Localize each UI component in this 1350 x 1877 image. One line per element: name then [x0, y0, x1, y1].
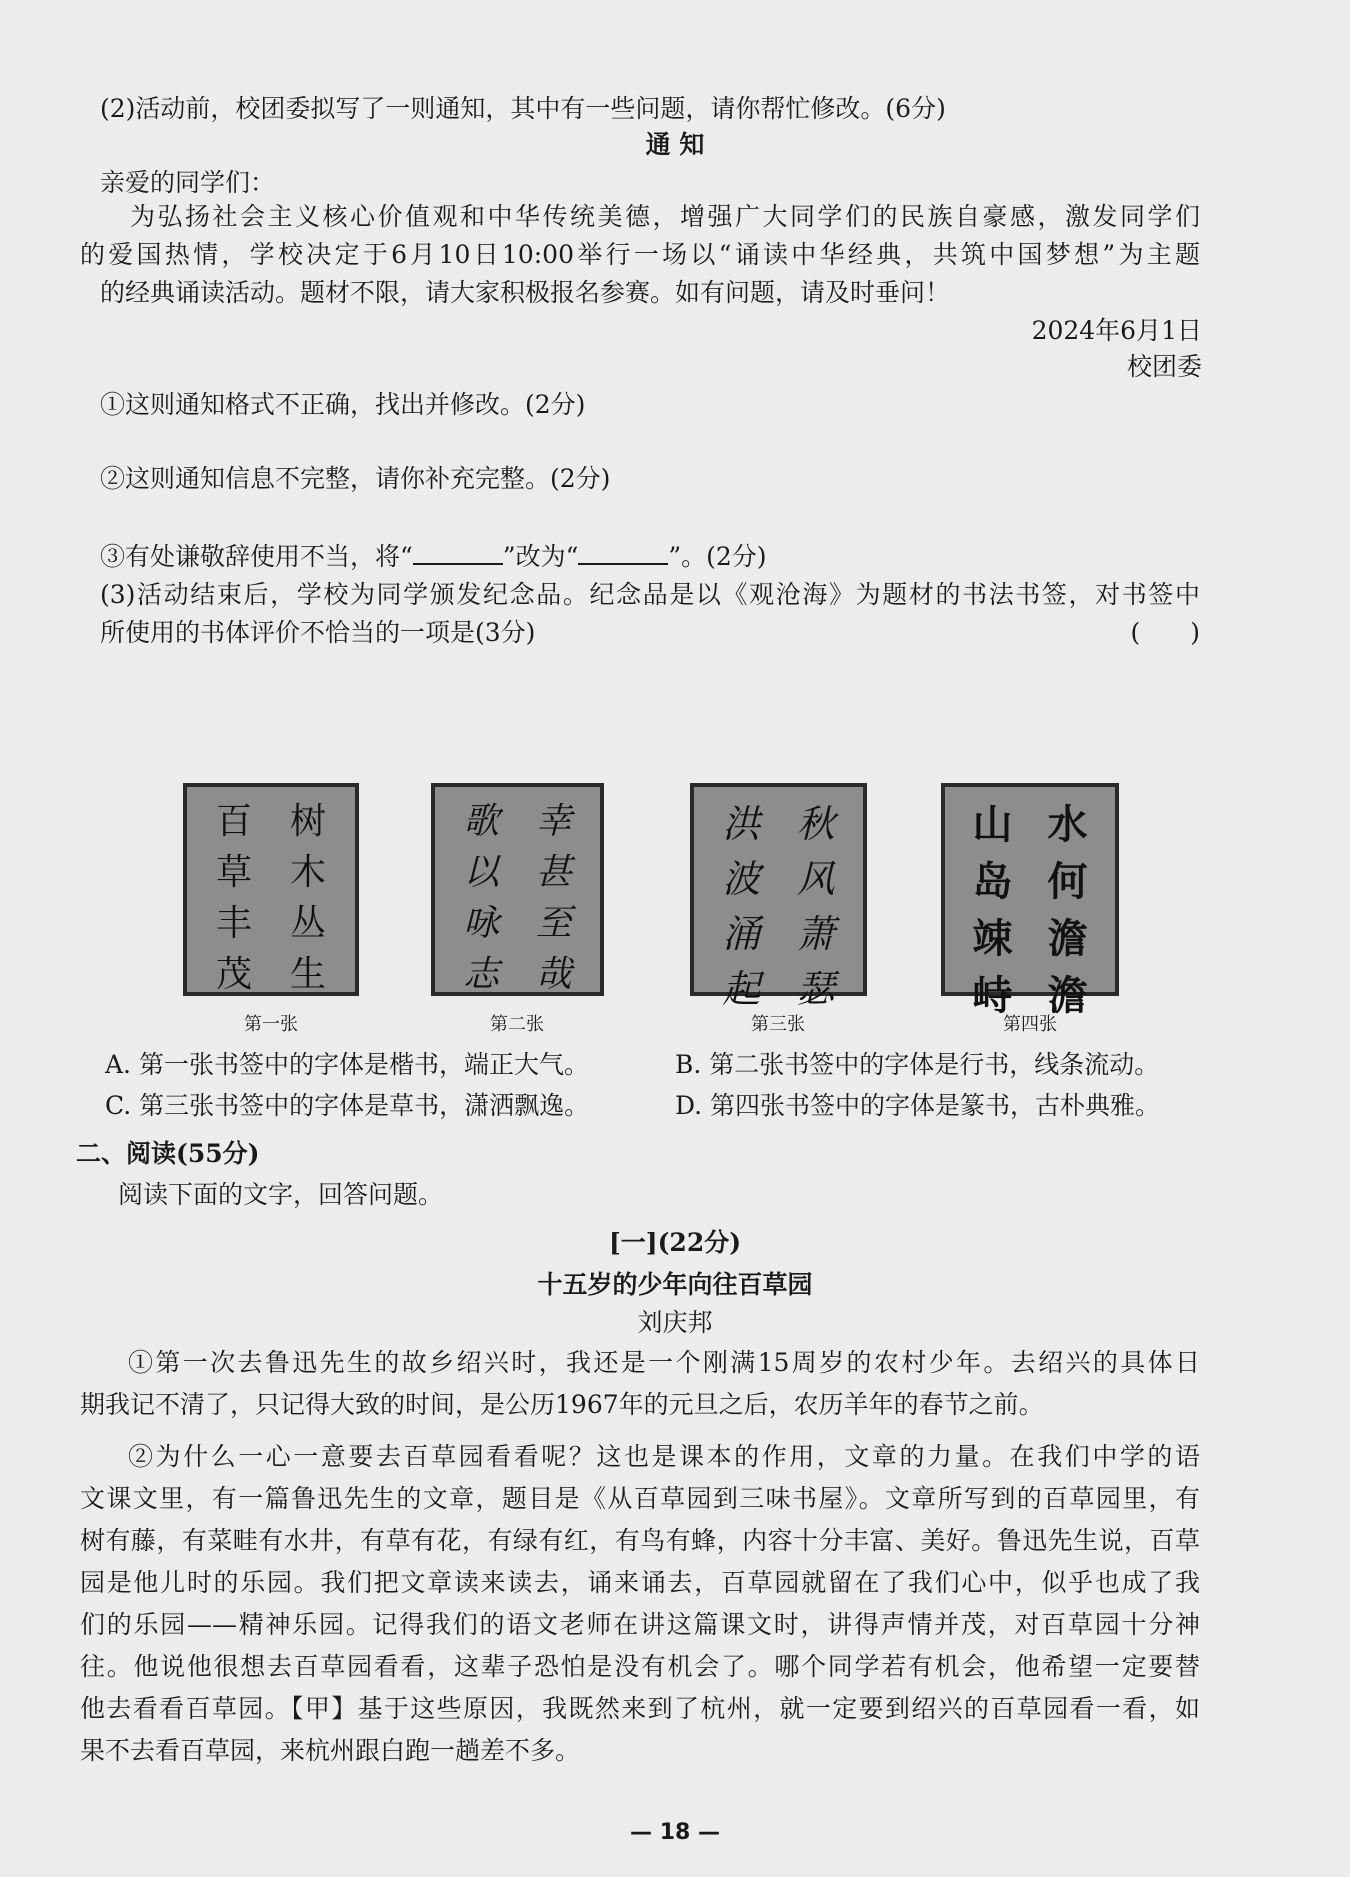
article-line: 他去看看百草园。【甲】基于这些原因，我既然来到了杭州，就一定要到绍兴的百草园看一看，如 [80, 1694, 1200, 1723]
notice-signature: 校团委 [1126, 352, 1202, 381]
bookmark-1-characters [187, 787, 355, 995]
bookmark-char: 至 [535, 903, 572, 944]
bookmark-char: 哉 [535, 954, 572, 995]
bookmark-caption: 第一张 [244, 1014, 298, 1035]
option-b[interactable]: B. 第二张书签中的字体是行书，线条流动。 [675, 1050, 1160, 1079]
bookmark-char: 木 [289, 852, 326, 893]
bookmark-char: 萧 [796, 912, 835, 956]
bookmark-char: 草 [215, 852, 252, 893]
bookmark-3-characters [694, 787, 863, 1011]
article-line: 园是他儿时的乐园。我们把文章读来读去，诵来诵去，百草园就留在了我们心中，似乎也成了我 [80, 1568, 1200, 1597]
bookmark-char: 竦 [972, 916, 1013, 962]
bookmark-caption: 第三张 [751, 1014, 805, 1035]
bookmark-3 [690, 783, 867, 1011]
notice-body-line: 的爱国热情，学校决定于6月10日10:00举行一场以“诵读中华经典，共筑中国梦想”为主题 [80, 240, 1200, 269]
bookmark-char: 甚 [535, 852, 572, 893]
option-a[interactable]: A. 第一张书签中的字体是楷书，端正大气。 [105, 1050, 589, 1079]
bookmark-char: 澹 [1047, 916, 1088, 962]
question-3-stem-line: (3)活动结束后，学校为同学颁发纪念品。纪念品是以《观沧海》为题材的书法书签，对书签中 [100, 580, 1200, 609]
subquestion-3-middle: ”改为“ [502, 542, 579, 571]
bookmark-char: 起 [722, 967, 761, 1011]
reading-instruction: 阅读下面的文字，回答问题。 [118, 1180, 444, 1209]
bookmark-4 [941, 783, 1119, 1019]
bookmark-char: 峙 [972, 973, 1013, 1019]
bookmark-char: 丛 [289, 903, 326, 944]
subquestion-3-suffix: ”。(2分) [668, 542, 767, 571]
article-line: 文课文里，有一篇鲁迅先生的文章，题目是《从百草园到三味书屋》。文章所写到的百草园里，有 [80, 1484, 1200, 1513]
bookmark-char: 咏 [463, 903, 500, 944]
page-number: — 18 — [630, 1820, 720, 1845]
subquestion-2: ②这则通知信息不完整，请你补充完整。(2分) [100, 464, 611, 493]
notice-title: 通 知 [645, 130, 705, 159]
bookmark-char: 波 [722, 857, 761, 901]
bookmark-char: 茂 [215, 954, 252, 995]
article-line: 期我记不清了，只记得大致的时间，是公历1967年的元旦之后，农历羊年的春节之前。 [80, 1390, 1044, 1419]
bookmark-4-characters [945, 787, 1115, 1019]
bookmark-char: 歌 [463, 801, 500, 842]
notice-salutation: 亲爱的同学们： [100, 168, 276, 197]
bookmark-2 [431, 783, 604, 996]
bookmark-char: 洪 [722, 802, 761, 846]
question-3-stem-line: 所使用的书体评价不恰当的一项是(3分) [100, 618, 536, 647]
bookmark-char: 山 [972, 802, 1013, 848]
article-line: 果不去看百草园，来杭州跟白跑一趟差不多。 [80, 1736, 581, 1765]
subquestion-3 [100, 540, 767, 574]
article-line: 们的乐园——精神乐园。记得我们的语文老师在讲这篇课文时，讲得声情并茂，对百草园十分神 [80, 1610, 1200, 1639]
reading-part-heading: [一](22分) [608, 1228, 742, 1257]
bookmark-char: 岛 [972, 859, 1013, 905]
bookmark-char: 水 [1047, 802, 1088, 848]
bookmark-char: 丰 [215, 903, 252, 944]
bookmark-char: 树 [289, 801, 326, 842]
subquestion-3-prefix: ③有处谦敬辞使用不当，将“ [100, 542, 413, 571]
article-author: 刘庆邦 [637, 1308, 713, 1337]
bookmark-1 [183, 783, 359, 996]
question-2-stem: (2)活动前，校团委拟写了一则通知，其中有一些问题，请你帮忙修改。(6分) [100, 94, 946, 123]
article-line: 树有藤，有菜畦有水井，有草有花，有绿有红，有鸟有蜂，内容十分丰富、美好。鲁迅先生说，百草 [80, 1526, 1200, 1555]
bookmark-char: 澹 [1047, 973, 1088, 1019]
article-line: ①第一次去鲁迅先生的故乡绍兴时，我还是一个刚满15周岁的农村少年。去绍兴的具体日 [128, 1348, 1200, 1377]
answer-blank[interactable] [413, 541, 503, 565]
bookmark-char: 涌 [722, 912, 761, 956]
answer-blank[interactable] [578, 541, 668, 565]
article-line: ②为什么一心一意要去百草园看看呢？这也是课本的作用，文章的力量。在我们中学的语 [128, 1442, 1200, 1471]
bookmark-char: 何 [1047, 859, 1088, 905]
bookmark-char: 生 [289, 954, 326, 995]
notice-body-line: 的经典诵读活动。题材不限，请大家积极报名参赛。如有问题，请及时垂问！ [100, 278, 951, 307]
subquestion-1: ①这则通知格式不正确，找出并修改。(2分) [100, 390, 586, 419]
option-c[interactable]: C. 第三张书签中的字体是草书，潇洒飘逸。 [105, 1091, 590, 1120]
article-line: 往。他说他很想去百草园看看，这辈子恐怕是没有机会了。哪个同学若有机会，他希望一定要替 [80, 1652, 1200, 1681]
bookmark-caption: 第四张 [1003, 1014, 1057, 1035]
option-d[interactable]: D. 第四张书签中的字体是篆书，古朴典雅。 [675, 1091, 1161, 1120]
bookmark-char: 风 [796, 857, 835, 901]
bookmark-caption: 第二张 [490, 1014, 544, 1035]
article-title: 十五岁的少年向往百草园 [537, 1270, 813, 1299]
notice-body-line: 为弘扬社会主义核心价值观和中华传统美德，增强广大同学们的民族自豪感，激发同学们 [130, 202, 1200, 231]
bookmark-2-characters [435, 787, 600, 995]
bookmark-char: 瑟 [796, 967, 835, 1011]
bookmark-char: 百 [215, 801, 252, 842]
section-2-title: 二、阅读(55分) [76, 1139, 260, 1168]
bookmark-char: 以 [463, 852, 500, 893]
bookmark-char: 志 [463, 954, 500, 995]
answer-parentheses[interactable]: ( ) [1130, 618, 1200, 647]
notice-date: 2024年6月1日 [1031, 316, 1202, 345]
bookmark-char: 幸 [535, 801, 572, 842]
bookmark-char: 秋 [796, 802, 835, 846]
